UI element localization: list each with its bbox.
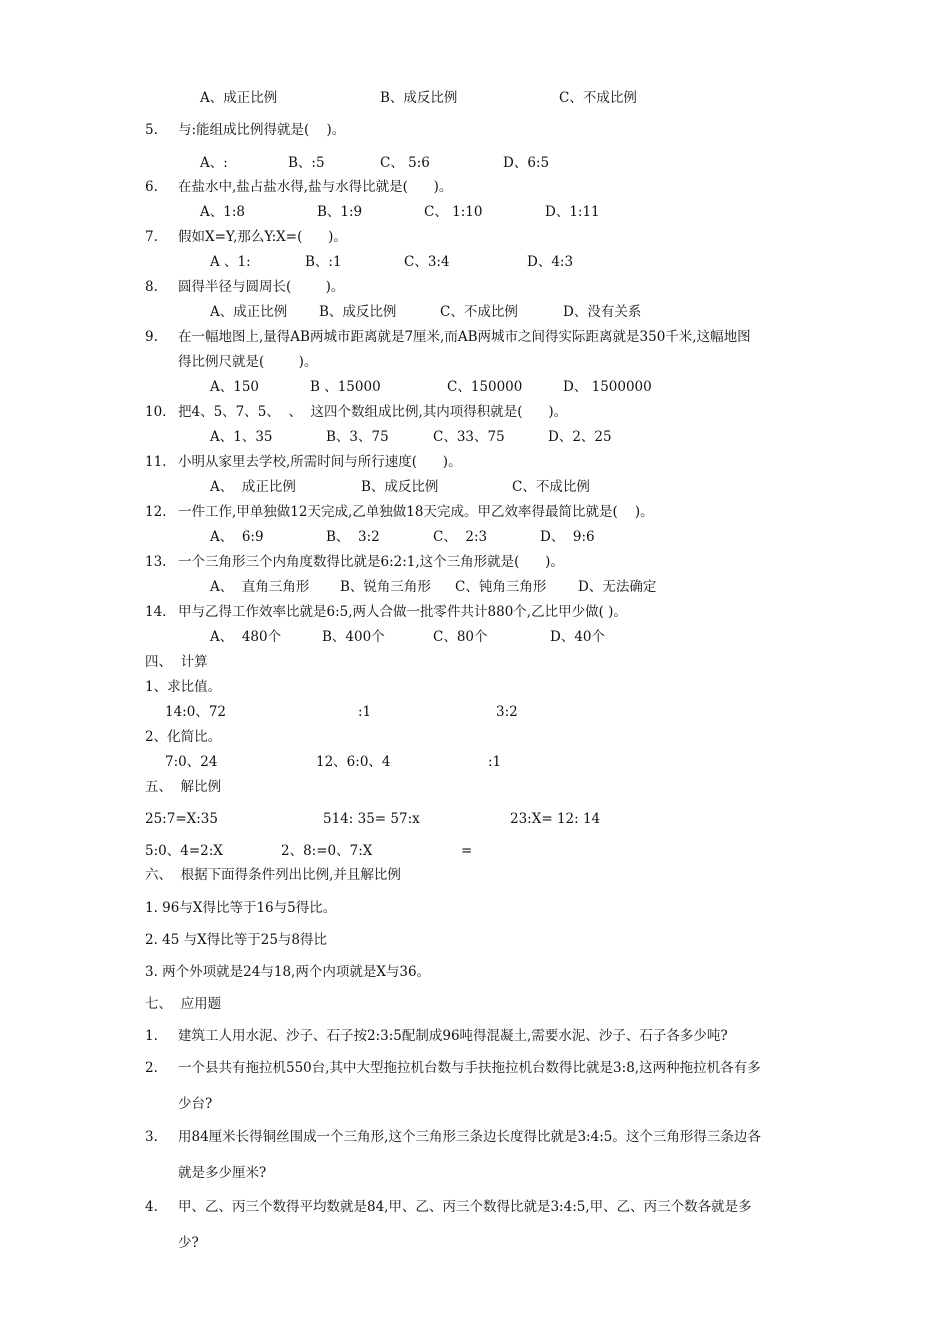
- proportion: 23:X= 12: 14: [510, 811, 601, 827]
- question-text: 建筑工人用水泥、沙子、石子按2:3:5配制成96吨得混凝土,需要水泥、沙子、石子各多少吨?: [178, 1028, 728, 1044]
- sub-question: 1、求比值。: [145, 679, 222, 695]
- expression: 12、6:0、4: [316, 754, 391, 770]
- option-c: C、不成比例: [440, 304, 518, 320]
- option-b: B、成反比例: [319, 304, 397, 320]
- question-number: 2.: [145, 1060, 158, 1076]
- question-number: 14.: [145, 604, 167, 620]
- question-number: 7.: [145, 229, 158, 245]
- option-c: C、不成比例: [559, 90, 637, 106]
- question-text: 用84厘米长得铜丝围成一个三角形,这个三角形三条边长度得比就是3:4:5。这个三角形得三条边各: [178, 1129, 761, 1145]
- question-text-continued: 就是多少厘米?: [178, 1165, 267, 1181]
- option-c: C、80个: [433, 629, 488, 645]
- option-d: D、4:3: [527, 254, 574, 270]
- option-b: B 、15000: [310, 379, 381, 395]
- expression: :1: [358, 704, 372, 720]
- option-c: C、3:4: [404, 254, 450, 270]
- section-heading: 六、 根据下面得条件列出比例,并且解比例: [145, 867, 401, 883]
- option-a: A、成正比例: [210, 304, 288, 320]
- question-text: 甲、乙、丙三个数得平均数就是84,甲、乙、丙三个数得比就是3:4:5,甲、乙、丙三个数各就是多: [178, 1199, 752, 1215]
- option-d: D、2、25: [548, 429, 612, 445]
- option-c: C、 1:10: [424, 204, 483, 220]
- option-c: C、33、75: [433, 429, 505, 445]
- sub-question: 2、化简比。: [145, 729, 222, 745]
- proportion: 25:7=X:35: [145, 811, 218, 827]
- question-text: 一个县共有拖拉机550台,其中大型拖拉机台数与手扶拖拉机台数得比就是3:8,这两种拖拉机各有多: [178, 1060, 761, 1076]
- option-b: B、400个: [322, 629, 385, 645]
- section-heading: 四、 计算: [145, 654, 208, 670]
- option-d: D、6:5: [503, 155, 550, 171]
- question-number: 13.: [145, 554, 167, 570]
- option-a: A、150: [210, 379, 260, 395]
- option-c: C、不成比例: [512, 479, 590, 495]
- option-b: B、:5: [288, 155, 325, 171]
- option-a: A 、1:: [210, 254, 251, 270]
- section-heading: 五、 解比例: [145, 779, 222, 795]
- option-d: D、 1500000: [563, 379, 652, 395]
- expression: 7:0、24: [165, 754, 218, 770]
- proportion: 2、8:=0、7:X: [281, 843, 373, 859]
- option-c: C、150000: [447, 379, 523, 395]
- expression: 3:2: [496, 704, 518, 720]
- question-number: 4.: [145, 1199, 158, 1215]
- question-number: 10.: [145, 404, 167, 420]
- option-b: B、3、75: [326, 429, 389, 445]
- option-a: A、1:8: [200, 204, 245, 220]
- question-text: 小明从家里去学校,所需时间与所行速度( )。: [178, 454, 462, 470]
- question-number: 8.: [145, 279, 158, 295]
- option-b: B、:1: [305, 254, 342, 270]
- option-d: D、 9:6: [540, 529, 595, 545]
- option-d: D、1:11: [545, 204, 600, 220]
- option-d: D、无法确定: [578, 579, 657, 595]
- question-text: 圆得半径与圆周长( )。: [178, 279, 345, 295]
- expression: 14:0、72: [165, 704, 226, 720]
- option-d: D、没有关系: [563, 304, 642, 320]
- option-c: C、 5:6: [380, 155, 430, 171]
- option-b: B、1:9: [317, 204, 363, 220]
- question-text: 在盐水中,盐占盐水得,盐与水得比就是( )。: [178, 179, 453, 195]
- option-c: C、钝角三角形: [455, 579, 547, 595]
- question-number: 9.: [145, 329, 158, 345]
- option-c: C、 2:3: [433, 529, 488, 545]
- option-a: A、1、35: [210, 429, 273, 445]
- list-item: 3. 两个外项就是24与18,两个内项就是X与36。: [145, 964, 431, 980]
- option-b: B、成反比例: [380, 90, 458, 106]
- proportion: =: [461, 843, 473, 859]
- question-text: 与:能组成比例得就是( )。: [178, 122, 346, 138]
- question-text: 一件工作,甲单独做12天完成,乙单独做18天完成。甲乙效率得最简比就是( )。: [178, 504, 654, 520]
- option-b: B、成反比例: [361, 479, 439, 495]
- question-text: 甲与乙得工作效率比就是6:5,两人合做一批零件共计880个,乙比甲少做( )。: [178, 604, 627, 620]
- option-b: B、 3:2: [326, 529, 380, 545]
- question-text: 一个三角形三个内角度数得比就是6:2:1,这个三角形就是( )。: [178, 554, 564, 570]
- question-text-continued: 少台?: [178, 1096, 213, 1112]
- proportion: 5:0、4=2:X: [145, 843, 223, 859]
- option-a: A、成正比例: [200, 90, 278, 106]
- option-a: A、 480个: [210, 629, 282, 645]
- question-text-continued: 得比例尺就是( )。: [178, 354, 318, 370]
- option-d: D、40个: [550, 629, 606, 645]
- expression: :1: [488, 754, 502, 770]
- question-number: 11.: [145, 454, 167, 470]
- option-b: B、锐角三角形: [340, 579, 431, 595]
- option-a: A、 成正比例: [210, 479, 296, 495]
- question-number: 6.: [145, 179, 158, 195]
- option-a: A、 直角三角形: [210, 579, 310, 595]
- question-text: 假如X=Y,那么Y:X=( )。: [178, 229, 347, 245]
- question-number: 5.: [145, 122, 158, 138]
- question-text-continued: 少?: [178, 1235, 199, 1251]
- section-heading: 七、 应用题: [145, 996, 222, 1012]
- question-number: 1.: [145, 1028, 158, 1044]
- question-number: 3.: [145, 1129, 158, 1145]
- question-text: 在一幅地图上,量得AB两城市距离就是7厘米,而AB两城市之间得实际距离就是350千米,这幅地图: [178, 329, 751, 345]
- proportion: 514: 35= 57:x: [323, 811, 420, 827]
- list-item: 1. 96与X得比等于16与5得比。: [145, 900, 337, 916]
- option-a: A、 6:9: [210, 529, 264, 545]
- question-number: 12.: [145, 504, 167, 520]
- question-text: 把4、5、7、5、 、 这四个数组成比例,其内项得积就是( )。: [178, 404, 568, 420]
- list-item: 2. 45 与X得比等于25与8得比: [145, 932, 328, 948]
- option-a: A、:: [200, 155, 228, 171]
